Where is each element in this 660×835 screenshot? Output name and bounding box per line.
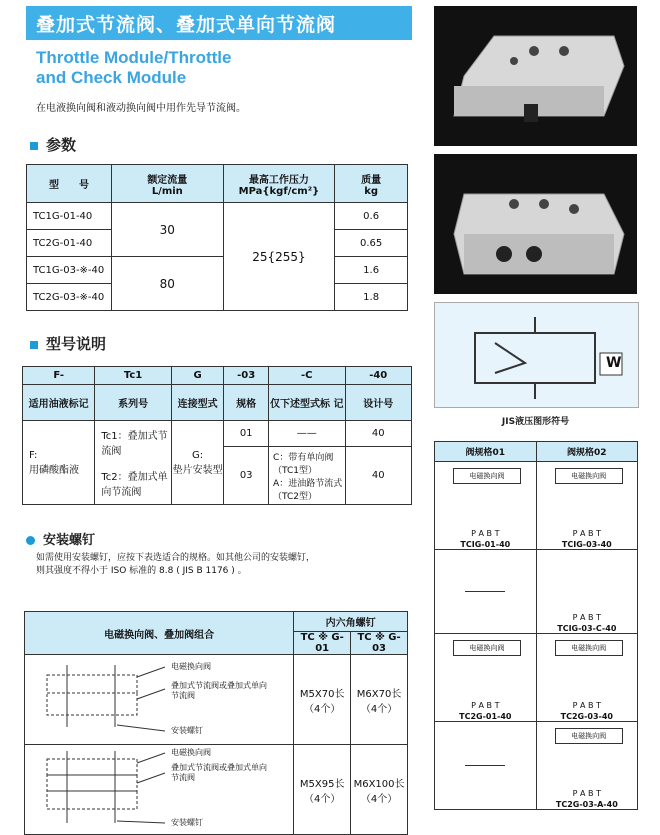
- flow-group-2: 80: [112, 257, 224, 311]
- flow-group-1: 30: [112, 203, 224, 257]
- throttle-check-module-image: [434, 154, 637, 294]
- title-bar: [26, 6, 412, 40]
- product-photo-1: [434, 6, 637, 146]
- table-row: TC1G-03-※-40 80 1.6: [27, 257, 408, 284]
- jis-caption: JIS液压图形符号: [501, 417, 570, 427]
- params-section-title: 参数: [30, 134, 76, 155]
- bolt-section-title: 安装螺钉: [26, 529, 95, 548]
- jis-symbol-box: W: [434, 302, 639, 408]
- bolt-assembly-drawing: [25, 745, 295, 833]
- bolt-note: 如需使用安装螺钉，应按下表选适合的规格。如其他公司的安装螺钉， 则其强度不得小于 ISO 标准的 8.8 ( JIS B 1176 ) 。: [36, 553, 316, 576]
- english-title-line-1: Throttle Module/Throttle: [36, 48, 232, 67]
- diagram-cell: P A B T TCIG-03-C-40: [536, 550, 637, 634]
- table-row: TC2G-03-※-40 1.8: [27, 284, 408, 311]
- english-title: [36, 48, 336, 88]
- model-code-section-title: 型号说明: [30, 333, 106, 354]
- diagram-cell: P A B T TCIG-03-40 电磁换向阀: [536, 462, 637, 550]
- diagram-cell-empty: [435, 550, 537, 634]
- bolt-table: 电磁换向阀、叠加阀组合 内六角螺钉 TC ※ G-01 TC ※ G-03 电磁换向阀 叠加式节流阀或叠加式单向节流阀 安装螺钉 M5X70长 （4个） M6X70长 （4个） 电磁换向阀 叠加式节流阀或叠加式单向节流阀 安装螺钉 M5X95长 （4个） M6X100长 （4个）: [24, 611, 408, 835]
- col-flow: 额定流量 L/min: [112, 165, 224, 203]
- page-title: 叠加式节流阀、叠加式单向节流阀: [36, 14, 337, 36]
- dot-bullet-icon: [26, 536, 35, 545]
- model-code-table: F- Tc1 G -03 -C -40 适用油液标记 系列号 连接型式 规格 仅下述型式标 记 设计号 F: 用磷酸酯液 Tc1：叠加式节流阀 Tc2：叠加式单向节流阀 G: 垫片安装型 01 —— 40 03 C：带有单向阀（TC1型） A：进油路节流式（TC2型） 40: [22, 366, 412, 505]
- diagram-cell: P A B T TC2G-03-A-40 电磁换向阀: [536, 722, 637, 810]
- col-mass: 质量 kg: [335, 165, 408, 203]
- square-bullet-icon: [30, 142, 38, 150]
- col-model: 型 号: [27, 165, 112, 203]
- diagram-cell: P A B T TC2G-03-40 电磁换向阀: [536, 634, 637, 722]
- table-row: TC1G-01-40 30 25{255} 0.6: [27, 203, 408, 230]
- diagram-cell: P A B T TC2G-01-40 电磁换向阀: [435, 634, 537, 722]
- table-row: TC2G-01-40 0.65: [27, 230, 408, 257]
- col-pressure: 最高工作压力 MPa{kgf/cm²}: [223, 165, 335, 203]
- english-title-line-2: and Check Module: [36, 68, 187, 87]
- diagram-cell: P A B T TCIG-01-40 电磁换向阀: [435, 462, 537, 550]
- description: 在电液换向阀和液动换向阀中用作先导节流阀。: [36, 103, 246, 114]
- diagram-cell-empty: [435, 722, 537, 810]
- bolt-diagram-2: 电磁换向阀 叠加式节流阀或叠加式单向节流阀 安装螺钉: [25, 745, 294, 835]
- spec-diagram-table: 阀规格01 阀规格02 P A B T TCIG-01-40 电磁换向阀 P A B T TCIG-03-40 电磁换向阀 P A B T TCIG-03-C-40 P A B T TC2G-01-40 电磁换向阀 P A B T TC2G-03-40 电磁换向阀 P A B T TC2G-03-A-40 电磁换向阀: [434, 441, 638, 810]
- pressure-value: 25{255}: [223, 203, 335, 311]
- square-bullet-icon: [30, 341, 38, 349]
- params-table: [26, 164, 408, 311]
- bolt-diagram-1: 电磁换向阀 叠加式节流阀或叠加式单向节流阀 安装螺钉: [25, 655, 294, 745]
- throttle-module-image: [434, 6, 637, 146]
- product-photo-2: [434, 154, 637, 294]
